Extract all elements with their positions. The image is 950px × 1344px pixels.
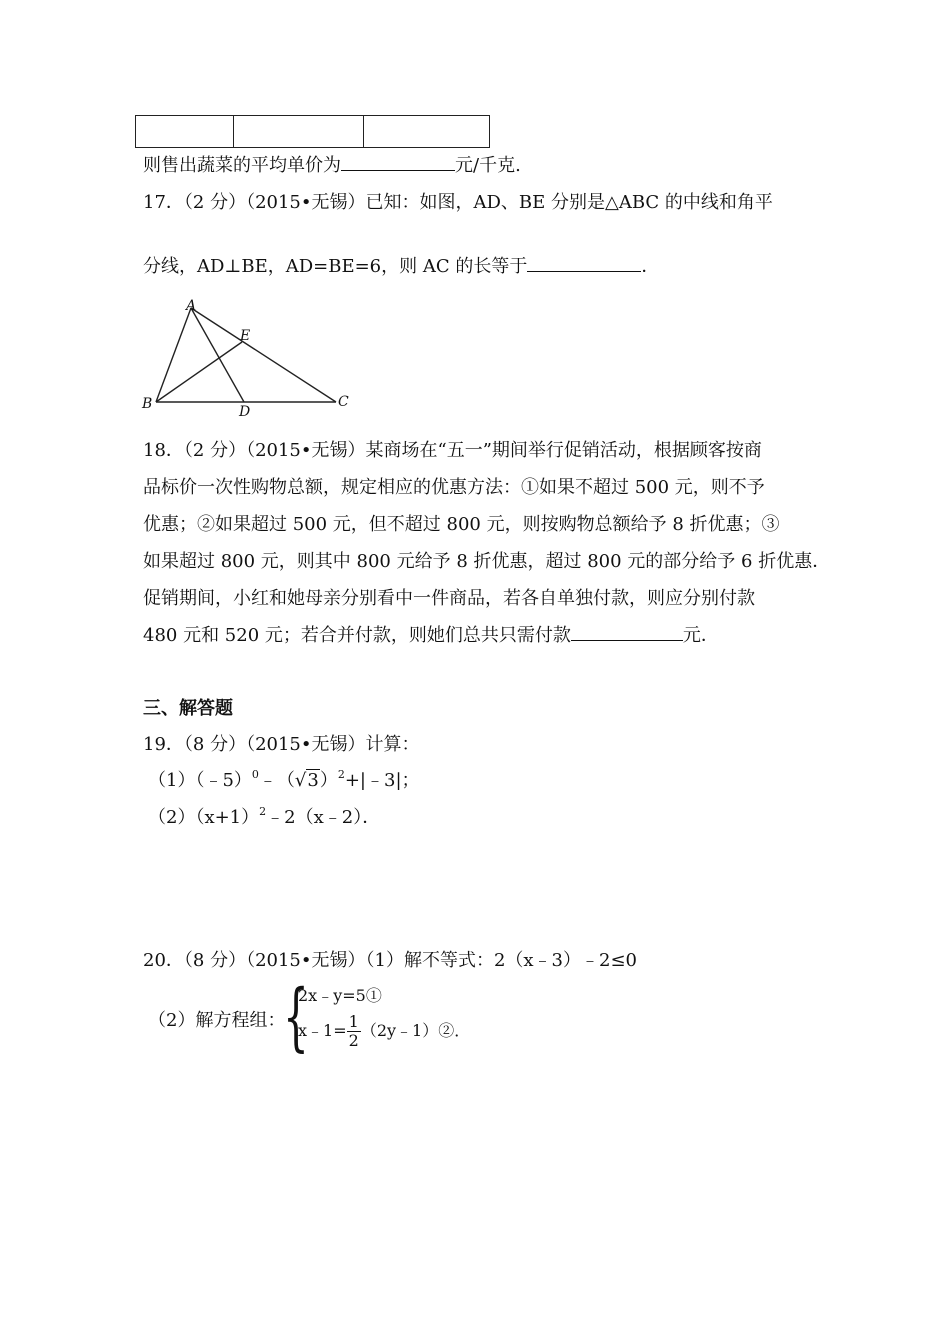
label-d: D (239, 404, 251, 420)
section-heading: 三、解答题 (143, 698, 233, 719)
label-a: A (186, 298, 197, 314)
q18-line3: 优惠；②如果超过 500 元，但不超过 800 元，则按购物总额给予 8 折优惠；③ (143, 514, 780, 535)
q19-p2-b: ﹣2（x﹣2）． (266, 807, 381, 828)
q19-p2-label: （2） (148, 807, 196, 828)
q19-p1-b: ﹣（ (258, 770, 295, 791)
q18-line6 (143, 621, 719, 647)
q16-text-before: 则售出蔬菜的平均单价为 (143, 155, 341, 176)
q17-text-after: ． (641, 256, 660, 277)
q20-header: 20．（8 分）（2015•无锡）（1）解不等式：2（x﹣3）﹣2≤0 (143, 950, 637, 971)
q18-line2: 品标价一次性购物总额，规定相应的优惠方法：①如果不超过 500 元，则不予 (143, 477, 765, 498)
label-c: C (338, 394, 349, 410)
q19-p1-exp2: 2 (337, 768, 345, 781)
q20-eq2 (298, 1013, 470, 1050)
table-cell (364, 116, 490, 148)
q18-text-before: 480 元和 520 元；若合并付款，则她们总共只需付款 (143, 625, 571, 646)
q19-p2-exp2: 2 (259, 805, 267, 818)
q19-header: 19．（8 分）（2015•无锡）计算： (143, 734, 420, 755)
q19-p1-exp0: 0 (251, 768, 259, 781)
q16-text-after: 元/千克. (455, 155, 521, 176)
side-ac (191, 308, 336, 402)
q20-eq2-a: x﹣1= (298, 1021, 347, 1040)
q20-end-mark: ． (454, 1021, 471, 1040)
q19-p1-d: +|﹣3|； (344, 770, 420, 791)
fraction-one-half (347, 1013, 361, 1050)
q20-eq1: 2x﹣y=5① (298, 986, 382, 1005)
sqrt-symbol: √3 (294, 770, 319, 791)
q19-p1-sqrt-arg: 3 (307, 770, 319, 791)
table-cell (234, 116, 364, 148)
label-e: E (240, 328, 251, 344)
table-cell (136, 116, 234, 148)
q17-text-before: 分线，AD⊥BE，AD=BE=6，则 AC 的长等于 (143, 256, 528, 277)
q18-text-after: 元． (682, 625, 719, 646)
q18-line4: 如果超过 800 元，则其中 800 元给予 8 折优惠，超过 800 元的部分给予 6 折优惠． (143, 551, 831, 572)
q17-answer-blank (527, 253, 641, 272)
q19-p1-c: ） (319, 770, 338, 791)
q16-answer-blank (341, 152, 455, 171)
system-brace: { (283, 974, 309, 1060)
q17-line2 (143, 252, 659, 278)
q20-part2-label: （2）解方程组： (148, 1010, 286, 1031)
q19-p1-label: （1） (148, 770, 196, 791)
q19-p1-a: （﹣5） (195, 770, 252, 791)
fraction-numerator: 1 (348, 1012, 359, 1031)
segment-ad (191, 308, 244, 402)
q16-tail (143, 151, 521, 177)
price-table (135, 115, 490, 148)
q19-part1 (148, 766, 420, 792)
segment-be (156, 342, 242, 402)
q20-eq2-b: （2y﹣1）② (360, 1021, 455, 1040)
q19-p2-a: （x+1） (195, 807, 260, 828)
q18-line1: 18．（2 分）（2015•无锡）某商场在“五一”期间举行促销活动，根据顾客按商 (143, 440, 762, 461)
side-ab (156, 308, 191, 402)
q18-line5: 促销期间，小红和她母亲分别看中一件商品，若各自单独付款，则应分别付款 (143, 588, 755, 609)
q17-line1: 17．（2 分）（2015•无锡）已知：如图，AD、BE 分别是△ABC 的中线和角平 (143, 192, 773, 213)
q18-answer-blank (571, 622, 683, 641)
fraction-denominator: 2 (348, 1031, 359, 1050)
label-b: B (142, 396, 153, 412)
triangle-figure (138, 296, 358, 420)
q19-part2 (148, 803, 380, 829)
table-row (136, 116, 490, 148)
